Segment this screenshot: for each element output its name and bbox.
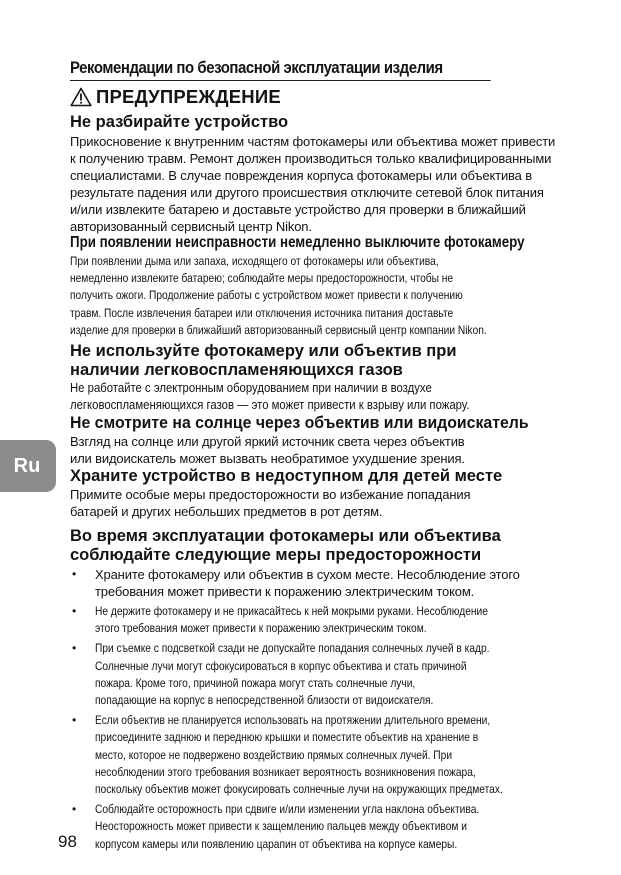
section-body bbox=[70, 133, 556, 235]
body-line: пожара. Кроме того, причиной пожара могут стать солнечные лучи, bbox=[95, 676, 416, 690]
warning-triangle-icon bbox=[70, 87, 92, 107]
section-body bbox=[70, 253, 492, 339]
list-item bbox=[70, 712, 550, 798]
section-malfunction bbox=[70, 233, 550, 339]
body-line: При появлении дыма или запаха, исходящего от фотокамеры или объектива, bbox=[70, 255, 439, 268]
body-line: к получению травм. Ремонт должен производиться только квалифицированными bbox=[70, 151, 552, 166]
heading-line: Храните устройство в недоступном для детей месте bbox=[70, 467, 503, 485]
list-item-text bbox=[95, 801, 495, 853]
body-line: немедленно извлеките батарею; соблюдайте меры предосторожности, чтобы не bbox=[70, 272, 454, 286]
body-line: Солнечные лучи могут сфокусироваться в корпус объектива и стать причиной bbox=[95, 659, 467, 673]
body-line: Соблюдайте осторожность при сдвиге и/или изменении угла наклона объектива. bbox=[95, 803, 480, 817]
bullet-icon: • bbox=[72, 641, 77, 656]
heading-line: Не смотрите на солнце через объектив или видоискатель bbox=[70, 414, 529, 432]
bullet-icon: • bbox=[72, 802, 77, 817]
section-heading bbox=[70, 467, 550, 486]
body-line: Если объектив не планируется использовать на протяжении длительного времени, bbox=[95, 714, 491, 728]
page-number: 98 bbox=[58, 832, 77, 851]
body-line: специалистами. В случае повреждения корпуса фотокамеры или объектива в bbox=[70, 168, 532, 183]
list-item bbox=[70, 603, 550, 637]
body-line: несоблюдении этого требования возникает вероятность возникновения пожара, bbox=[95, 765, 476, 779]
body-line: Неосторожность может привести к защемлению пальцев между объективом и bbox=[95, 820, 467, 834]
body-line: Не держите фотокамеру и не прикасайтесь к ней мокрыми руками. Несоблюдение bbox=[95, 605, 488, 618]
section-heading bbox=[70, 113, 550, 132]
body-line: попадающие на корпус в непосредственной близости от видоискателя. bbox=[95, 694, 434, 708]
list-item-text bbox=[95, 640, 495, 709]
section-disassembly bbox=[70, 113, 556, 235]
body-line: или видоискатель может вызвать необратимое ухудшение зрения. bbox=[70, 451, 465, 466]
list-item-text bbox=[95, 566, 550, 600]
list-item bbox=[70, 801, 550, 853]
heading-line: Во время эксплуатации фотокамеры или объектива bbox=[70, 527, 501, 545]
bullet-icon: • bbox=[72, 604, 77, 618]
list-item-text bbox=[95, 603, 495, 637]
body-line: изделие для проверки в ближайший авторизованный сервисный центр компании Nikon. bbox=[70, 323, 487, 337]
heading-line: При появлении неисправности немедленно выключите фотокамеру bbox=[70, 234, 525, 251]
section-heading bbox=[70, 414, 531, 433]
section-flammable-gas bbox=[70, 342, 550, 414]
warning-heading: ПРЕДУПРЕЖДЕНИЕ bbox=[96, 86, 281, 107]
body-line: присоедините заднюю и переднюю крышки и поместите объектив на хранение в bbox=[95, 731, 479, 745]
list-item bbox=[70, 640, 550, 709]
body-line: авторизованный сервисный центр Nikon. bbox=[70, 219, 312, 234]
heading-line: Не используйте фотокамеру или объектив при bbox=[70, 342, 457, 360]
section-body bbox=[70, 486, 550, 520]
section-precautions bbox=[70, 527, 550, 565]
section-sun-viewfinder bbox=[70, 414, 550, 467]
body-line: поскольку объектив может фокусировать солнечные лучи на окружающих предметах. bbox=[95, 783, 503, 797]
body-line: требования может привести к поражению электрическим током. bbox=[95, 584, 475, 599]
list-item bbox=[70, 566, 550, 600]
body-line: Не работайте с электронным оборудованием при наличии в воздухе bbox=[70, 381, 432, 395]
page-title: Рекомендации по безопасной эксплуатации изделия bbox=[70, 57, 491, 81]
section-heading bbox=[70, 233, 525, 252]
bullet-icon: • bbox=[72, 713, 77, 728]
body-line: Прикосновение к внутренним частям фотокамеры или объектива может привести bbox=[70, 134, 556, 149]
body-line: и/или извлеките батарею и доставьте устройство для проверки в ближайший bbox=[70, 202, 526, 217]
body-line: Примите особые меры предосторожности во избежание попадания bbox=[70, 487, 471, 502]
section-body bbox=[70, 380, 502, 414]
list-item-text bbox=[95, 712, 503, 798]
warning-heading-row bbox=[70, 85, 281, 109]
language-tab bbox=[0, 440, 56, 492]
bullet-icon: • bbox=[72, 567, 77, 581]
body-line: легковоспламеняющихся газов — это может привести к взрыву или пожару. bbox=[70, 398, 470, 413]
body-line: этого требования может привести к поражению электрическим током. bbox=[95, 622, 427, 636]
precaution-list bbox=[70, 566, 550, 856]
body-line: травм. После извлечения батареи или отключения источника питания доставьте bbox=[70, 306, 454, 320]
body-line: Взгляд на солнце или другой яркий источник света через объектив bbox=[70, 434, 465, 449]
heading-line: Не разбирайте устройство bbox=[70, 113, 289, 131]
body-line: корпусом камеры или появлению царапин от объектива на корпусе камеры. bbox=[95, 837, 458, 851]
body-line: При съемке с подсветкой сзади не допускайте попадания солнечных лучей в кадр. bbox=[95, 642, 490, 656]
body-line: Храните фотокамеру или объектив в сухом месте. Несоблюдение этого bbox=[95, 567, 520, 582]
section-children bbox=[70, 467, 550, 520]
body-line: результате падения или другого происшествия отключите сетевой блок питания bbox=[70, 185, 544, 200]
body-line: место, которое не подвержено воздействию прямых солнечных лучей. При bbox=[95, 748, 453, 762]
section-body bbox=[70, 433, 550, 467]
heading-line: наличии легковоспламеняющихся газов bbox=[70, 361, 403, 379]
section-heading bbox=[70, 342, 550, 380]
language-tab-label: Ru bbox=[13, 454, 41, 477]
heading-line: соблюдайте следующие меры предосторожности bbox=[70, 546, 482, 564]
section-heading bbox=[70, 527, 550, 565]
body-line: батарей и других небольших предметов в рот детям. bbox=[70, 504, 383, 519]
body-line: получить ожоги. Продолжение работы с устройством может привести к получению bbox=[70, 289, 463, 303]
